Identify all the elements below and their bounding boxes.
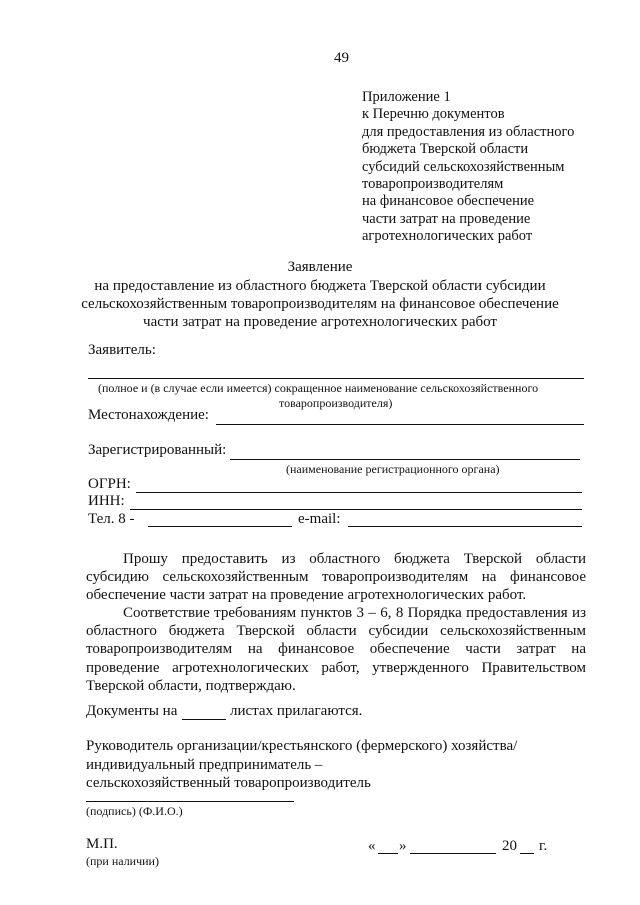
date-open-quote: « xyxy=(368,838,376,854)
ogrn-field[interactable] xyxy=(136,492,582,493)
subtitle-line: части затрат на проведение агротехнологических работ xyxy=(143,314,497,330)
paragraph-line: субсидию сельскохозяйственным товаропроизводителям на финансовое xyxy=(86,569,586,586)
tel-label: Тел. 8 - xyxy=(88,511,135,527)
applicant-hint: (полное и (в случае если имеется) сокращенное наименование сельскохозяйственного xyxy=(98,381,539,395)
location-field[interactable] xyxy=(216,424,584,425)
subtitle-line: на предоставление из областного бюджета Тверской области субсидии xyxy=(94,278,546,294)
request-paragraph xyxy=(86,550,586,605)
email-label: e-mail: xyxy=(298,511,341,527)
registered-label: Зарегистрированный: xyxy=(88,442,227,458)
appendix-line: бюджета Тверской области xyxy=(362,141,529,158)
compliance-paragraph xyxy=(86,604,586,695)
registered-hint: (наименование регистрационного органа) xyxy=(286,462,500,476)
signatory-block xyxy=(86,737,517,793)
document-subtitle xyxy=(0,277,640,331)
appendix-line: на финансовое обеспечение xyxy=(362,193,535,210)
subtitle-line: сельскохозяйственным товаропроизводителям на финансовое обеспечение xyxy=(81,296,559,312)
signatory-line: индивидуальный предприниматель – xyxy=(86,756,323,773)
paragraph-line: областного бюджета Тверской области субсидии сельскохозяйственным xyxy=(86,623,586,640)
applicant-hint: товаропроизводителя) xyxy=(279,396,393,410)
signature-line[interactable] xyxy=(86,801,294,802)
stamp-label: М.П. xyxy=(86,836,118,852)
appendix-line: агротехнологических работ xyxy=(362,228,533,245)
paragraph-line: Прошу предоставить из областного бюджета Тверской области xyxy=(123,551,586,567)
documents-label: Документы на xyxy=(86,703,178,719)
appendix-line: товаропроизводителям xyxy=(362,176,504,193)
appendix-line: для предоставления из областного xyxy=(362,123,575,140)
registered-field[interactable] xyxy=(230,459,580,460)
stamp-hint: (при наличии) xyxy=(86,854,159,868)
date-close-quote: » xyxy=(399,838,407,854)
page-number: 49 xyxy=(334,50,349,66)
appendix-line: части затрат на проведение xyxy=(362,210,531,227)
ogrn-label: ОГРН: xyxy=(88,476,131,492)
date-year-field[interactable] xyxy=(520,853,534,854)
appendix-line: Приложение 1 xyxy=(362,89,451,105)
appendix-block xyxy=(362,89,574,246)
paragraph-line: проведение агротехнологических работ, утвержденного Правительством xyxy=(86,659,586,676)
documents-suffix: листах прилагаются. xyxy=(230,703,363,719)
appendix-line: к Перечню документов xyxy=(362,106,505,123)
document-title: Заявление xyxy=(287,259,353,275)
signatory-line: Руководитель организации/крестьянского (фермерского) хозяйства/ xyxy=(86,738,518,754)
date-year-suffix: г. xyxy=(539,838,548,854)
email-field[interactable] xyxy=(348,526,582,527)
paragraph-line: Соответствие требованиям пунктов 3 – 6, 8 Порядка предоставления из xyxy=(123,605,586,621)
sheets-count-field[interactable] xyxy=(182,719,226,720)
applicant-line[interactable] xyxy=(88,378,584,379)
location-label: Местонахождение: xyxy=(88,407,209,423)
inn-field[interactable] xyxy=(130,509,582,510)
date-month-field[interactable] xyxy=(410,853,496,854)
appendix-line: субсидий сельскохозяйственным xyxy=(362,158,565,175)
paragraph-line: товаропроизводителям на финансовое обеспечение части затрат на xyxy=(86,641,586,658)
paragraph-line: Тверской области, подтверждаю. xyxy=(86,677,296,694)
tel-field[interactable] xyxy=(148,526,292,527)
applicant-label: Заявитель: xyxy=(88,342,156,358)
signatory-line: сельскохозяйственный товаропроизводитель xyxy=(86,775,371,791)
paragraph-line: обеспечение части затрат на проведение агротехнологических работ. xyxy=(86,587,527,604)
date-year-prefix: 20 xyxy=(502,838,517,854)
signature-hint: (подпись) (Ф.И.О.) xyxy=(86,804,183,818)
date-day-field[interactable] xyxy=(378,853,398,854)
inn-label: ИНН: xyxy=(88,493,125,509)
